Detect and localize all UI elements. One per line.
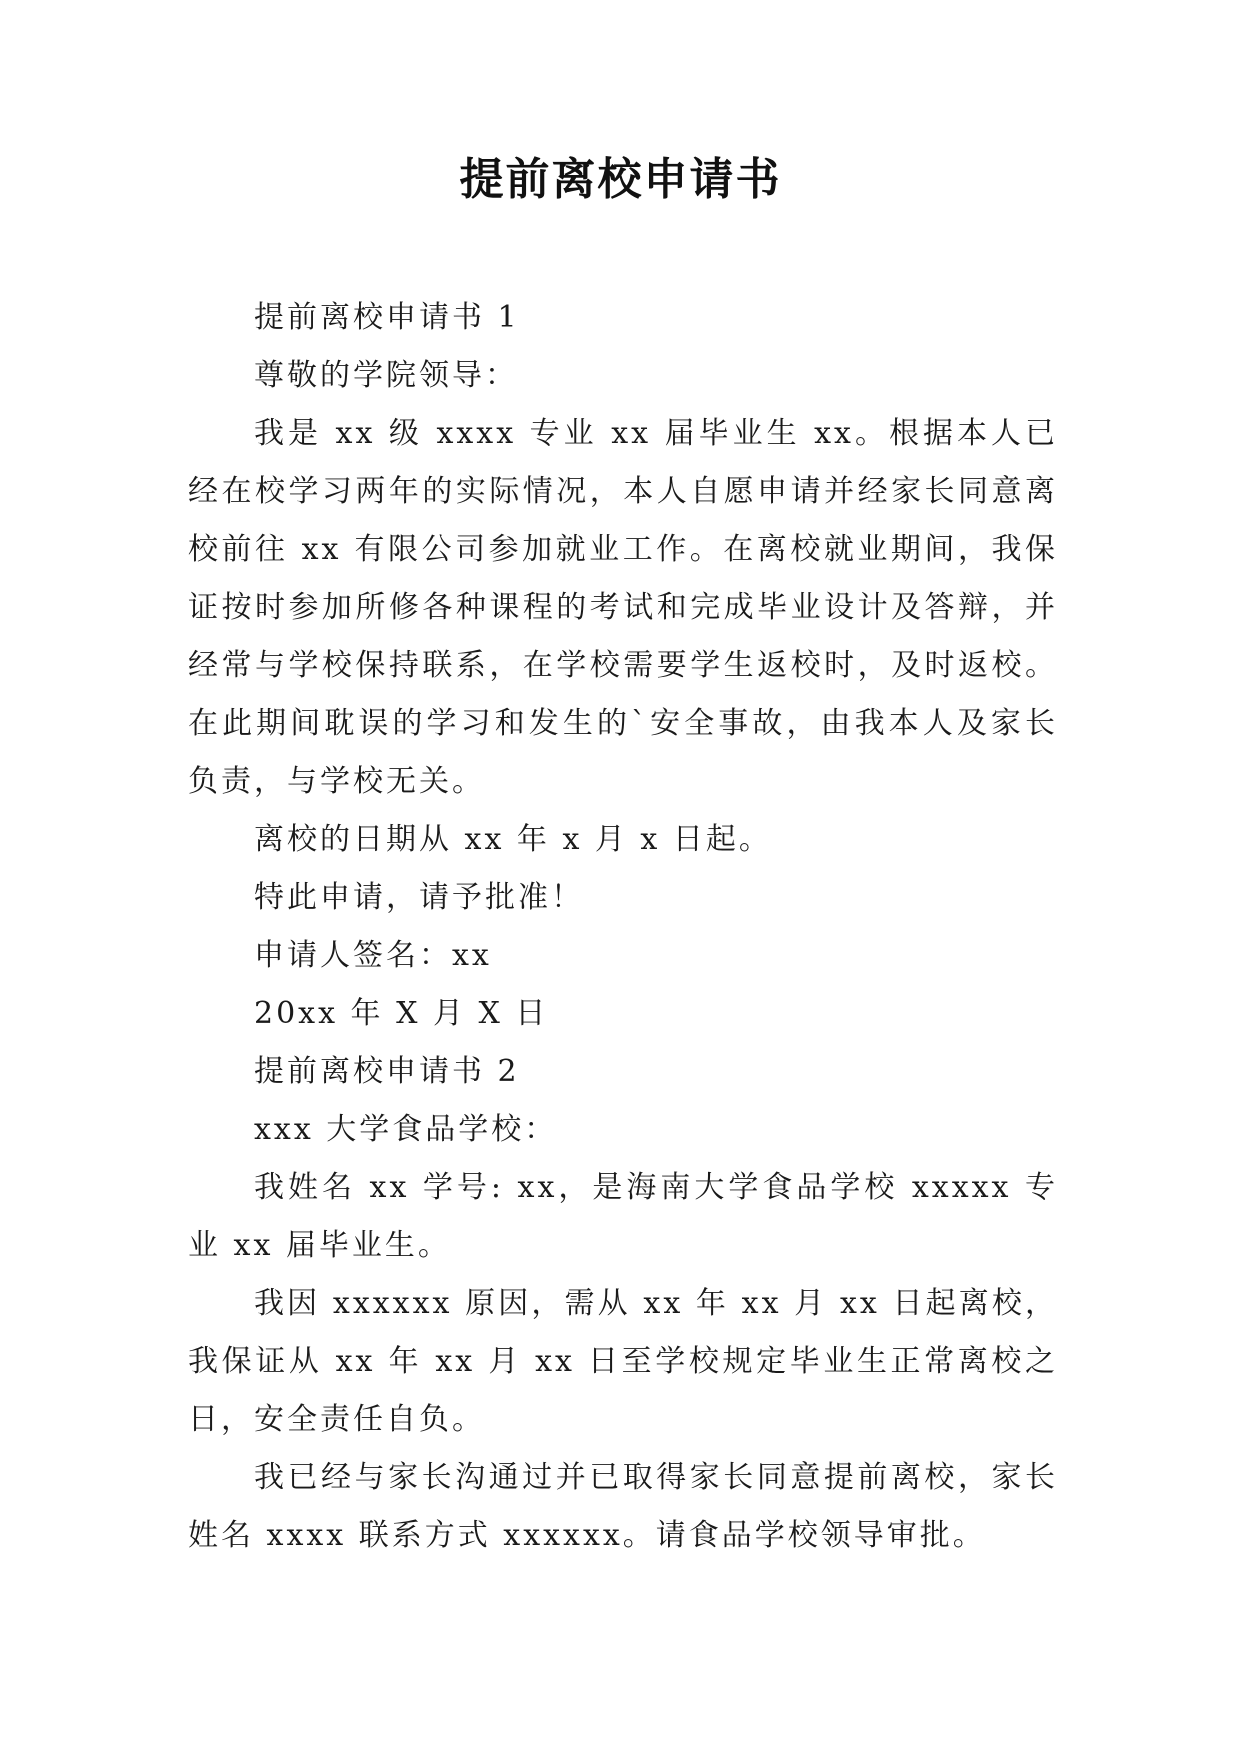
body-paragraph-1: 我是 xx 级 xxxx 专业 xx 届毕业生 xx。根据本人已经在校学习两年的实际情况，本人自愿申请并经家长同意离校前往 xx 有限公司参加就业工作。在离校就业期间，我保证按时参加所修各种课程的考试和完成毕业设计及答辩，并经常与学校保持联系，在学校需要学生返校时，及时返校。在此期间耽误的学习和发生的`安全事故，由我本人及家长负责，与学校无关。 xyxy=(188,416,1058,799)
salutation-1: 尊敬的学院领导： xyxy=(254,358,518,393)
date-line: 20xx 年 X 月 X 日 xyxy=(254,996,549,1031)
signature-line: 申请人签名：xx xyxy=(254,938,492,973)
body-paragraph-4: 我已经与家长沟通过并已取得家长同意提前离校，家长姓名 xxxx 联系方式 xxxxxx。请食品学校领导审批。 xyxy=(188,1460,1058,1553)
leave-date-line: 离校的日期从 xx 年 x 月 x 日起。 xyxy=(254,822,772,857)
document-body xyxy=(188,289,1058,1565)
section-heading-1: 提前离校申请书 1 xyxy=(254,300,520,335)
document-title: 提前离校申请书 xyxy=(459,154,782,205)
body-paragraph-3: 我因 xxxxxx 原因，需从 xx 年 xx 月 xx 日起离校，我保证从 xx 年 xx 月 xx 日至学校规定毕业生正常离校之日，安全责任自负。 xyxy=(188,1286,1058,1437)
salutation-2: xxx 大学食品学校： xyxy=(254,1112,558,1147)
section-heading-2: 提前离校申请书 2 xyxy=(254,1054,520,1089)
body-paragraph-2: 我姓名 xx 学号: xx，是海南大学食品学校 xxxxx 专业 xx 届毕业生。 xyxy=(188,1170,1058,1263)
request-line: 特此申请，请予批准！ xyxy=(254,880,584,915)
